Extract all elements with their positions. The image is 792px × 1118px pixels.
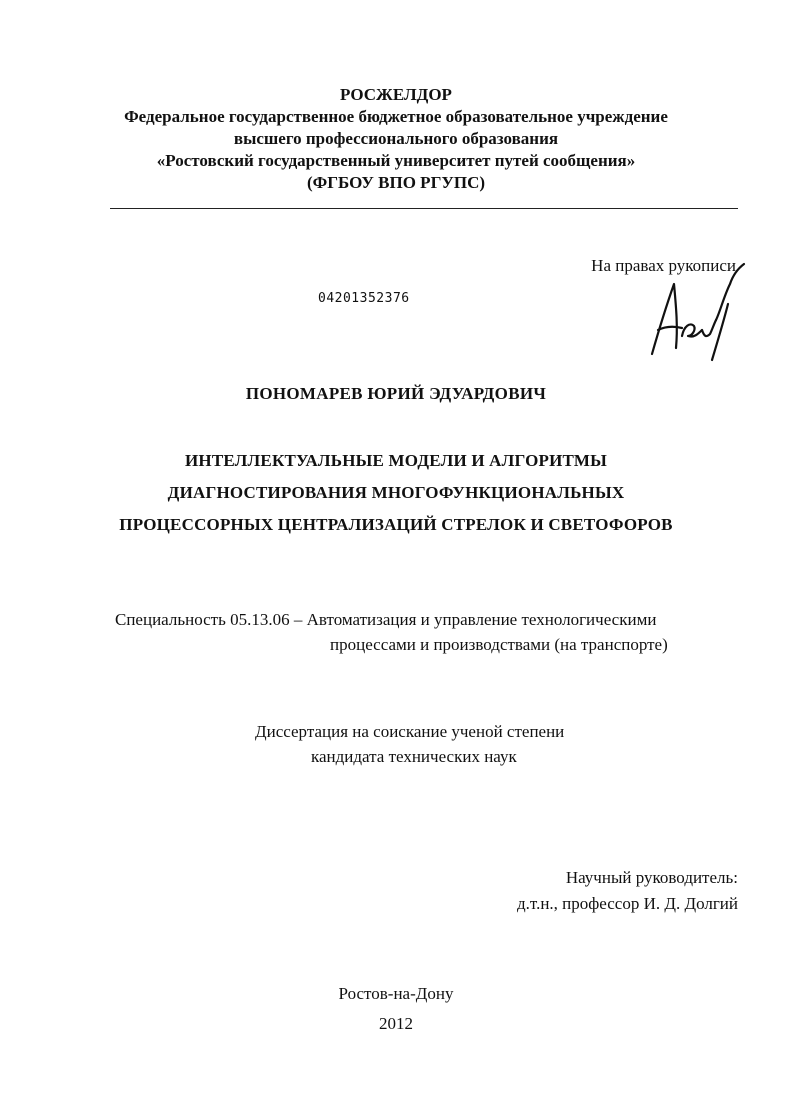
degree-line-1: Диссертация на соискание ученой степени [255, 722, 565, 741]
thesis-title-line-3: ПРОЦЕССОРНЫХ ЦЕНТРАЛИЗАЦИЙ СТРЕЛОК И СВЕТОФОРОВ [119, 515, 673, 534]
header-divider [110, 208, 738, 209]
year: 2012 [379, 1014, 413, 1033]
institution-line-1: Федеральное государственное бюджетное образовательное учреждение [124, 107, 668, 126]
organization-name: РОСЖЕЛДОР [340, 85, 452, 104]
specialty-line-1: Специальность 05.13.06 – Автоматизация и управление технологическими [115, 610, 657, 629]
city: Ростов-на-Дону [338, 984, 454, 1003]
supervisor-label: Научный руководитель: [565, 868, 738, 887]
degree-line-2: кандидата технических наук [311, 747, 517, 766]
supervisor-name: д.т.н., профессор И. Д. Долгий [517, 894, 738, 913]
university-name: «Ростовский государственный университет путей сообщения» [156, 151, 636, 170]
university-abbreviation: (ФГБОУ ВПО РГУПС) [306, 173, 486, 192]
thesis-title-line-2: ДИАГНОСТИРОВАНИЯ МНОГОФУНКЦИОНАЛЬНЫХ [167, 483, 625, 502]
signature-image [640, 256, 760, 368]
manuscript-note: На правах рукописи [591, 256, 736, 275]
author-name: ПОНОМАРЕВ ЮРИЙ ЭДУАРДОВИЧ [245, 384, 547, 403]
institution-line-2: высшего профессионального образования [233, 129, 559, 148]
thesis-title-line-1: ИНТЕЛЛЕКТУАЛЬНЫЕ МОДЕЛИ И АЛГОРИТМЫ [184, 451, 608, 470]
document-number: 04201352376 [318, 291, 410, 306]
specialty-line-2: процессами и производствами (на транспорте) [330, 635, 668, 654]
